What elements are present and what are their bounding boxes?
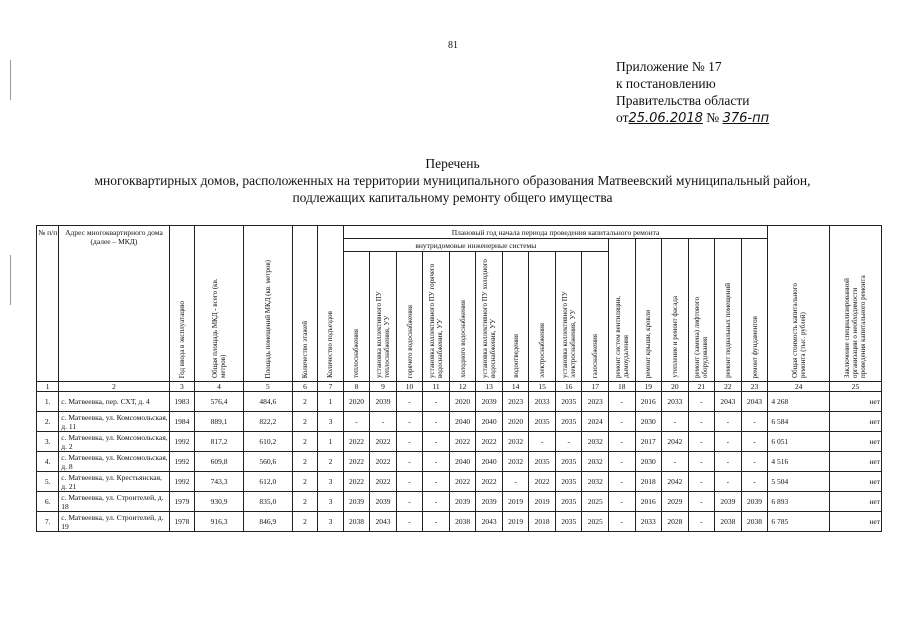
table-cell: - [715,432,742,452]
table-cell: 2040 [476,452,503,472]
column-number-cell: 10 [396,382,423,392]
table-cell: 2039 [370,492,397,512]
table-cell: 2025 [582,512,609,532]
table-row [37,432,882,452]
table-cell: - [662,452,689,472]
table-cell: 2030 [635,412,662,432]
table-cell: - [396,452,423,472]
table-cell: - [609,392,636,412]
table-cell: 2 [292,432,317,452]
table-cell: 2038 [715,512,742,532]
table-cell: 1 [318,432,343,452]
header-cold-meter-text: установка коллективного ПУ холодного водоснабжения, УУ [481,259,498,378]
appendix-date-line [616,109,769,127]
header-entrances [318,226,343,382]
appendix-line2: к постановлению [616,76,716,91]
table-cell: 2022 [370,472,397,492]
table-cell: 2039 [370,392,397,412]
column-number-cell: 2 [59,382,169,392]
table-cell: 3 [318,512,343,532]
header-electric [529,252,556,382]
table-cell: 2024 [582,412,609,432]
table-cell: - [609,432,636,452]
table-cell: 2035 [529,452,556,472]
table-cell: 2016 [635,392,662,412]
table-cell: 2035 [529,412,556,432]
table-cell: - [688,392,715,412]
table-cell: 2035 [555,392,582,412]
number-label: № [706,110,720,125]
header-cold [449,252,476,382]
table-cell: - [370,412,397,432]
header-electric-text: электроснабжения [538,322,547,378]
header-area-total [195,226,244,382]
row-number-cell: 1. [37,392,59,412]
column-number-cell: 13 [476,382,503,392]
header-heat [343,252,370,382]
table-cell: 2017 [635,432,662,452]
table-cell: - [741,432,768,452]
table-cell: 2022 [449,432,476,452]
table-cell: - [741,452,768,472]
header-num: № п/п [37,226,59,382]
header-conclusion-text: Заключение специализированной организации о необходимости проведения капитального ремонта [843,275,868,378]
address-cell: с. Матвеевка, ул. Строителей, д. 18 [59,492,169,512]
header-total-cost [768,226,830,382]
table-cell: 2038 [449,512,476,532]
appendix-block [616,58,769,127]
header-heat-meter-text: установка коллективного ПУ теплоснабжения, УУ [374,291,391,378]
table-cell: - [662,412,689,432]
header-sewer [502,252,529,382]
table-cell: 1984 [169,412,194,432]
table-cell: 576,4 [195,392,244,412]
table-cell: 2 [318,452,343,472]
table-cell: 2039 [741,492,768,512]
table-cell: 2043 [715,392,742,412]
address-cell: с. Матвеевка, ул. Крестьянская, д. 21 [59,472,169,492]
table-cell: 484,6 [243,392,292,412]
column-number-cell: 7 [318,382,343,392]
column-number-cell: 14 [502,382,529,392]
title-line2: многоквартирных домов, расположенных на территории муниципального образования Матвеевский муниципальный район, [94,173,811,188]
table-cell: 2022 [370,452,397,472]
table-cell: 1992 [169,432,194,452]
table-cell: 2020 [343,392,370,412]
address-cell: с. Матвеевка, ул. Комсомольская, д. 8 [59,452,169,472]
table-cell: 1978 [169,512,194,532]
table-row [37,472,882,492]
table-cell: 2035 [555,492,582,512]
table-cell: 5 504 [768,472,830,492]
address-cell: с. Матвеевка, пер. СХТ, д. 4 [59,392,169,412]
table-cell: 2039 [715,492,742,512]
table-cell: 846,9 [243,512,292,532]
header-elevator-text: ремонт (замена) лифтового оборудования [693,297,710,378]
table-cell: 2022 [343,452,370,472]
header-basement-text: ремонт подвальных помещений [723,283,732,378]
table-cell: 2032 [582,452,609,472]
table-cell: нет [829,472,881,492]
table-cell: 3 [318,472,343,492]
header-planned-year: Плановый год начала периода проведения капитального ремонта [343,226,768,239]
table-cell: - [609,512,636,532]
table-body [37,382,882,532]
table-cell: 2 [292,492,317,512]
table-cell: 6 893 [768,492,830,512]
header-facade [662,239,689,382]
table-cell: 2022 [449,472,476,492]
header-year [169,226,194,382]
table-cell: 2033 [635,512,662,532]
header-address: Адрес многоквартирного дома (далее – МКД) [59,226,169,382]
table-cell: 2022 [529,472,556,492]
header-hot-meter-text: установка коллективного ПУ горячего водоснабжения, УУ [428,263,445,378]
row-number-cell: 2. [37,412,59,432]
table-cell: - [715,472,742,492]
header-area-premises-text: Площадь помещений МКД (кв. метров) [263,259,272,378]
header-hot-text: горячего водоснабжения [405,304,414,378]
table-cell: - [423,512,450,532]
table-cell: - [396,432,423,452]
title-line1: Перечень [425,156,480,171]
table-cell: 2032 [582,472,609,492]
header-floors-text: Количество этажей [300,320,309,378]
table-cell: нет [829,512,881,532]
table-cell: 2019 [502,512,529,532]
table-cell: 2039 [343,492,370,512]
table-cell: 2040 [449,452,476,472]
column-number-cell: 12 [449,382,476,392]
row-number-cell: 5. [37,472,59,492]
table-cell: 2022 [343,472,370,492]
table-cell: 610,2 [243,432,292,452]
row-number-cell: 3. [37,432,59,452]
table-cell: 2032 [502,452,529,472]
handwritten-date: 25.06.2018 [628,111,703,126]
table-cell: - [688,412,715,432]
column-number-cell: 5 [243,382,292,392]
table-cell: 2043 [370,512,397,532]
header-foundation-text: ремонт фундаментов [750,315,759,378]
table-cell: 6 584 [768,412,830,432]
table-cell: - [609,452,636,472]
table-cell: 4 516 [768,452,830,472]
address-cell: с. Матвеевка, ул. Комсомольская, д. 11 [59,412,169,432]
column-number-cell: 4 [195,382,244,392]
table-cell: - [423,412,450,432]
table-row [37,492,882,512]
header-year-text: Год ввода в эксплуатацию [177,300,186,378]
table-cell: 2025 [582,492,609,512]
header-ventilation-text: ремонт систем вентиляции, дымоудаления [613,295,630,378]
column-number-cell: 6 [292,382,317,392]
column-number-cell: 25 [829,382,881,392]
table-cell: - [741,412,768,432]
header-elevator [688,239,715,382]
table-cell: 6 785 [768,512,830,532]
column-number-cell: 24 [768,382,830,392]
table-row [37,452,882,472]
table-cell: 2022 [476,432,503,452]
table-cell: 2016 [635,492,662,512]
table-cell: - [396,512,423,532]
table-cell: 2020 [449,392,476,412]
table-cell: 835,0 [243,492,292,512]
table-cell: 889,1 [195,412,244,432]
column-number-row [37,382,882,392]
from-label: от [616,110,629,125]
table-cell: - [688,512,715,532]
table-cell: 822,2 [243,412,292,432]
table-cell: 2 [292,412,317,432]
table-cell: 2022 [343,432,370,452]
header-hot [396,252,423,382]
table-cell: нет [829,492,881,512]
margin-line-top [10,60,11,100]
table-row [37,392,882,412]
table-cell: 2023 [502,392,529,412]
table-cell: 2 [292,452,317,472]
table-cell: 560,6 [243,452,292,472]
table-cell: 916,3 [195,512,244,532]
header-heat-meter [370,252,397,382]
column-number-cell: 8 [343,382,370,392]
table-cell: 1992 [169,472,194,492]
table-cell: 3 [318,492,343,512]
table-cell: 2028 [662,512,689,532]
table-cell: 930,9 [195,492,244,512]
table-cell: - [688,432,715,452]
column-number-cell: 3 [169,382,194,392]
table-cell: 2035 [555,512,582,532]
table-cell: 2029 [662,492,689,512]
header-facade-text: утепление и ремонт фасада [670,296,679,378]
table-cell: - [715,452,742,472]
column-number-cell: 9 [370,382,397,392]
table-cell: 2 [292,392,317,412]
table-cell: нет [829,392,881,412]
table-cell: 2035 [555,472,582,492]
column-number-cell: 20 [662,382,689,392]
table-cell: 2022 [370,432,397,452]
address-cell: с. Матвеевка, ул. Строителей, д. 19 [59,512,169,532]
table-cell: 2039 [476,492,503,512]
table-cell: 6 051 [768,432,830,452]
table-cell: нет [829,452,881,472]
header-roof-text: ремонт крыши, кровли [644,309,653,378]
table-cell: - [688,452,715,472]
table-cell: - [529,432,556,452]
table-cell: 2030 [635,452,662,472]
header-basement [715,239,742,382]
header-hot-meter [423,252,450,382]
table-cell: 2038 [343,512,370,532]
table-cell: 2033 [529,392,556,412]
column-number-cell: 19 [635,382,662,392]
table-cell: - [609,472,636,492]
table-cell: 2033 [662,392,689,412]
table-cell: - [423,452,450,472]
table-cell: 743,3 [195,472,244,492]
header-area-premises [243,226,292,382]
table-cell: 2042 [662,432,689,452]
table-cell: - [396,412,423,432]
table-cell: 612,0 [243,472,292,492]
table-cell: 2 [292,472,317,492]
table-cell: 2035 [555,412,582,432]
table-cell: - [502,472,529,492]
table-cell: - [609,412,636,432]
table-row [37,512,882,532]
table-cell: 2022 [476,472,503,492]
column-number-cell: 22 [715,382,742,392]
table-cell: - [343,412,370,432]
table-cell: - [396,392,423,412]
table-cell: - [423,392,450,412]
table-cell: - [555,432,582,452]
title-line3: подлежащих капитальному ремонту общего имущества [292,190,613,205]
table-cell: 2032 [502,432,529,452]
table-cell: 1992 [169,452,194,472]
header-sewer-text: водоотведения [511,334,520,378]
table-cell: 4 268 [768,392,830,412]
table-cell: 2039 [476,392,503,412]
header-area-total-text: Общая площадь МКД - всего (кв. метров) [211,278,228,378]
table-cell: 2035 [555,452,582,472]
table-cell: - [423,432,450,452]
table-cell: 2043 [476,512,503,532]
header-total-cost-text: Общая стоимость капитального ремонта (тыс. рублей) [790,283,807,378]
table-cell: 2038 [741,512,768,532]
table-cell: 2039 [449,492,476,512]
table-cell: - [396,492,423,512]
table-cell: 1979 [169,492,194,512]
table-cell: - [423,472,450,492]
table-cell: 2040 [476,412,503,432]
table-cell: 2043 [741,392,768,412]
row-number-cell: 4. [37,452,59,472]
table-cell: - [741,472,768,492]
row-number-cell: 6. [37,492,59,512]
table-cell: нет [829,432,881,452]
table-cell: 3 [318,412,343,432]
appendix-line1: Приложение № 17 [616,59,722,74]
table-cell: 2018 [529,512,556,532]
header-entrances-text: Количество подъездов [326,311,335,378]
header-cold-meter [476,252,503,382]
table-cell: 2019 [529,492,556,512]
appendix-line3: Правительства области [616,93,750,108]
header-gas-text: газоснабжения [591,333,600,378]
header-systems: внутридомовые инженерные системы [343,239,608,252]
buildings-table [36,225,882,532]
margin-line-bottom [10,255,11,305]
table-cell: 2018 [635,472,662,492]
table-cell: 817,2 [195,432,244,452]
column-number-cell: 16 [555,382,582,392]
header-electric-meter [555,252,582,382]
document-title [0,155,905,206]
table-cell: 609,8 [195,452,244,472]
table-cell: 2023 [582,392,609,412]
table-cell: 2042 [662,472,689,492]
column-number-cell: 1 [37,382,59,392]
header-heat-text: теплоснабжения [352,329,361,378]
address-cell: с. Матвеевка, ул. Комсомольская, д. 2 [59,432,169,452]
column-number-cell: 11 [423,382,450,392]
table-cell: 2019 [502,492,529,512]
table-cell: - [423,492,450,512]
table-cell: 2040 [449,412,476,432]
table-cell: - [688,492,715,512]
column-number-cell: 15 [529,382,556,392]
table-cell: 2020 [502,412,529,432]
table-cell: - [688,472,715,492]
table-cell: 2032 [582,432,609,452]
header-electric-meter-text: установка коллективного ПУ электроснабжения, УУ [560,291,577,378]
column-number-cell: 17 [582,382,609,392]
header-roof [635,239,662,382]
table-cell: нет [829,412,881,432]
table-cell: 1983 [169,392,194,412]
page-number: 81 [448,40,458,51]
column-number-cell: 21 [688,382,715,392]
column-number-cell: 18 [609,382,636,392]
header-gas [582,252,609,382]
table-cell: - [396,472,423,492]
header-foundation [741,239,768,382]
handwritten-number: 376-пп [722,111,770,126]
header-cold-text: холодного водоснабжения [458,300,467,378]
column-number-cell: 23 [741,382,768,392]
table-cell: 2 [292,512,317,532]
table-cell: - [715,412,742,432]
row-number-cell: 7. [37,512,59,532]
header-conclusion [829,226,881,382]
header-floors [292,226,317,382]
table-cell: 1 [318,392,343,412]
header-ventilation [609,239,636,382]
table-row [37,412,882,432]
table-cell: - [609,492,636,512]
